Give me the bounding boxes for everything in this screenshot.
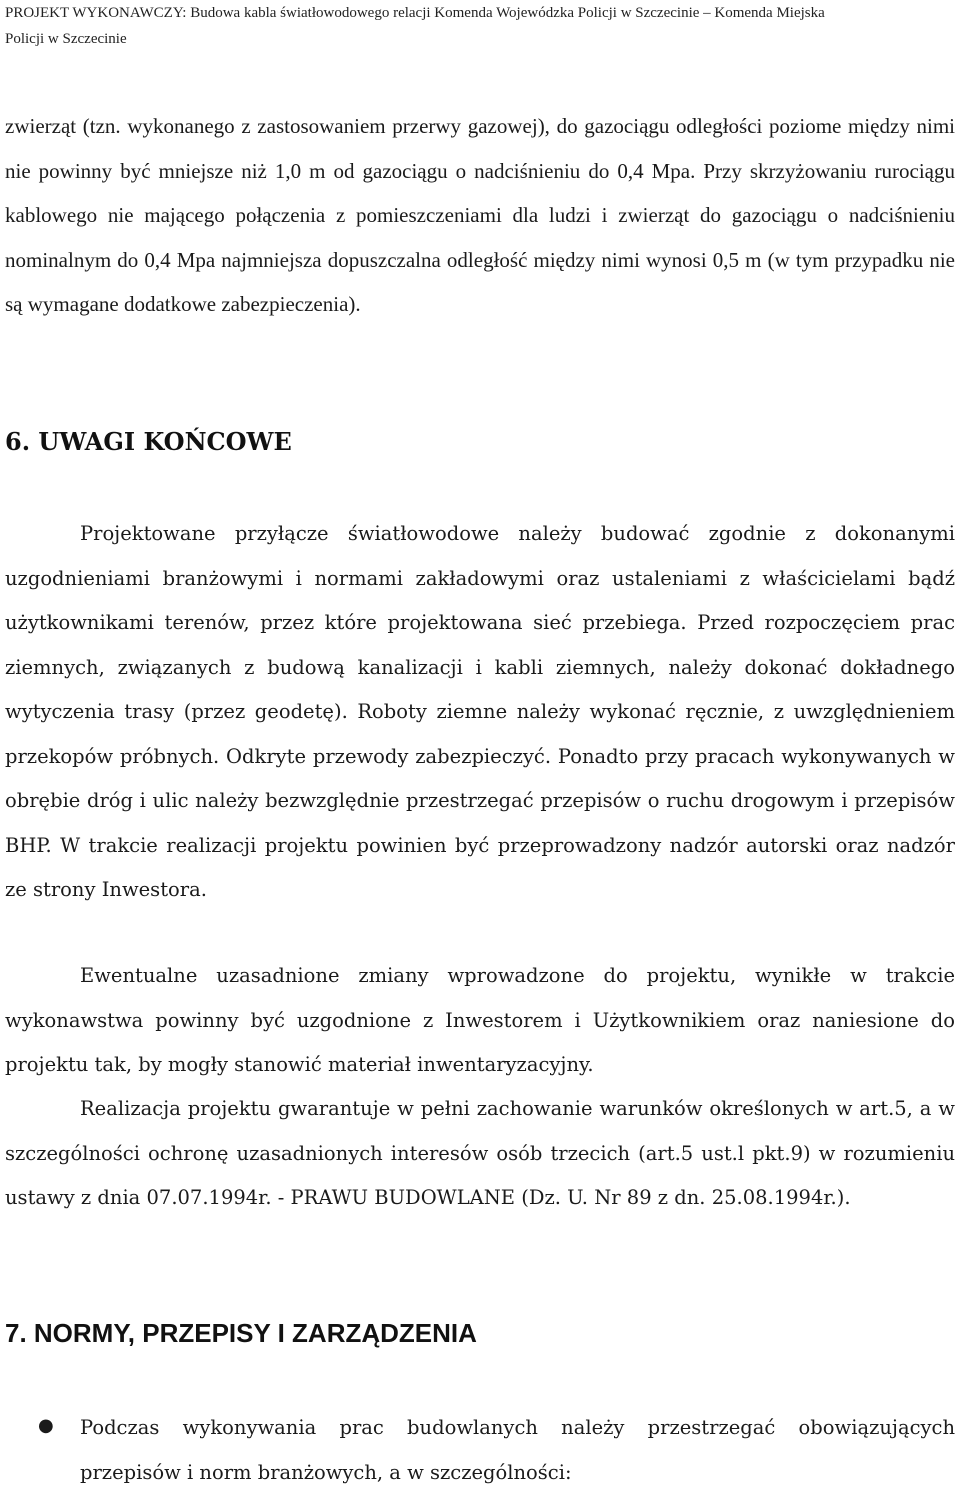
bullet-dot-icon: ● — [38, 1415, 54, 1436]
section-7-heading: 7. NORMY, PRZEPISY I ZARZĄDZENIA — [5, 1318, 477, 1348]
section-6-paragraph-1: Projektowane przyłącze światłowodowe należy budować zgodnie z dokonanymi uzgodnieniami branżowymi i normami zakładowymi oraz ustaleniami z właścicielami bądź użytkownikami terenów, przez które projektowana sieć przebiega. Przed rozpoczęciem prac ziemnych, związanych z budową kanalizacji i kabli ziemnych, należy dokonać dokładnego wytyczenia trasy (przez geodetę). Roboty ziemne należy wykonać ręcznie, z uwzględnieniem przekopów próbnych. Odkryte przewody zabezpieczyć. Ponadto przy pracach wykonywanych w obrębie dróg i ulic należy bezwzględnie przestrzegać przepisów o ruchu drogowym i przepisów BHP. W trakcie realizacji projektu powinien być przeprowadzony nadzór autorski oraz nadzór ze strony Inwestora. — [5, 522, 955, 901]
page-header — [5, 0, 955, 52]
header-project-title-continued: Policji w Szczecinie — [5, 31, 127, 47]
section-6-paragraph-2: Ewentualne uzasadnione zmiany wprowadzone do projektu, wynikłe w trakcie wykonawstwa powinny być uzgodnione z Inwestorem i Użytkownikiem oraz naniesione do projektu tak, by mogły stanowić materiał inwentaryzacyjny. — [5, 964, 955, 1076]
section-6-heading: 6. UWAGI KOŃCOWE — [5, 427, 292, 456]
bullet-item-text: Podczas wykonywania prac budowlanych należy przestrzegać obowiązujących przepisów i norm branżowych, a w szczególności: — [80, 1416, 955, 1484]
header-project-title: PROJEKT WYKONAWCZY: Budowa kabla światłowodowego relacji Komenda Wojewódzka Policji w Szczecinie – Komenda Miejska — [5, 5, 825, 21]
intro-paragraph: zwierząt (tzn. wykonanego z zastosowaniem przerwy gazowej), do gazociągu odległości poziome między nimi nie powinny być mniejsze niż 1,0 m od gazociągu o nadciśnieniu do 0,4 Mpa. Przy skrzyżowaniu rurociągu kablowego nie mającego połączenia z pomieszczeniami dla ludzi i zwierząt do gazociągu o nadciśnieniu nominalnym do 0,4 Mpa najmniejsza dopuszczalna odległość między nimi wynosi 0,5 m (w tym przypadku nie są wymagane dodatkowe zabezpieczenia). — [5, 114, 955, 316]
section-6-paragraph-3: Realizacja projektu gwarantuje w pełni zachowanie warunków określonych w art.5, a w szczególności ochronę uzasadnionych interesów osób trzecich (art.5 ust.l pkt.9) w rozumieniu ustawy z dnia 07.07.1994r. - PRAWU BUDOWLANE (Dz. U. Nr 89 z dn. 25.08.1994r.). — [5, 1097, 955, 1209]
bullet-list-item — [5, 1406, 955, 1495]
